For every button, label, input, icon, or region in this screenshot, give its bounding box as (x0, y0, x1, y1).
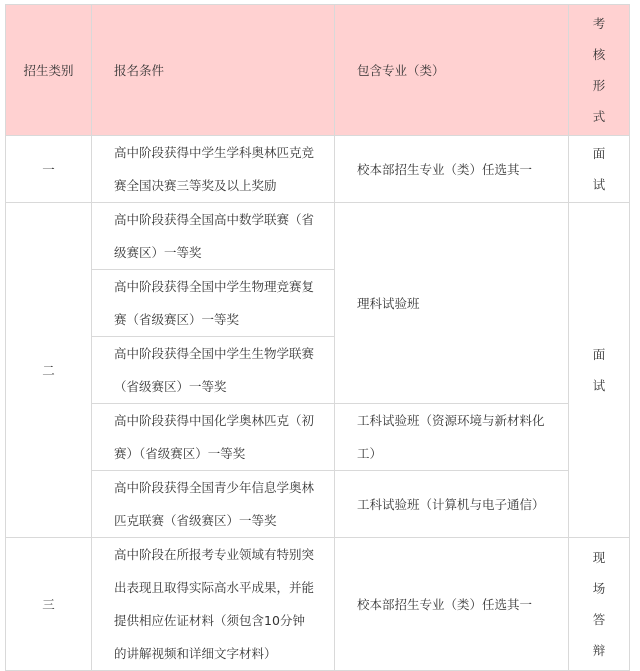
assessment-cell: 现场答辩 (569, 538, 630, 671)
header-majors: 包含专业（类） (335, 5, 569, 136)
major-cell: 校本部招生专业（类）任选其一 (335, 538, 569, 671)
table-header-row (6, 5, 630, 136)
header-category: 招生类别 (6, 5, 92, 136)
table-row (6, 136, 630, 203)
table-row (6, 404, 630, 471)
requirement-cell: 高中阶段获得全国中学生物理竞赛复赛（省级赛区）一等奖 (92, 270, 335, 337)
header-assessment: 考核形式 (569, 5, 630, 136)
major-cell: 工科试验班（资源环境与新材料化工） (335, 404, 569, 471)
assessment-cell: 面试 (569, 136, 630, 203)
requirement-cell: 高中阶段在所报考专业领域有特别突出表现且取得实际高水平成果，并能提供相应佐证材料（须包含10分钟的讲解视频和详细文字材料） (92, 538, 335, 671)
category-cell: 三 (6, 538, 92, 671)
assessment-cell: 面试 (569, 203, 630, 538)
requirement-cell: 高中阶段获得全国高中数学联赛（省级赛区）一等奖 (92, 203, 335, 270)
category-cell: 二 (6, 203, 92, 538)
table-row (6, 471, 630, 538)
table-row (6, 538, 630, 671)
admissions-table (5, 4, 630, 671)
requirement-cell: 高中阶段获得中学生学科奥林匹克竞赛全国决赛三等奖及以上奖励 (92, 136, 335, 203)
table-row (6, 203, 630, 270)
category-cell: 一 (6, 136, 92, 203)
major-cell: 理科试验班 (335, 203, 569, 404)
header-requirements: 报名条件 (92, 5, 335, 136)
requirement-cell: 高中阶段获得中国化学奥林匹克（初赛）（省级赛区）一等奖 (92, 404, 335, 471)
requirement-cell: 高中阶段获得全国中学生生物学联赛（省级赛区）一等奖 (92, 337, 335, 404)
major-cell: 校本部招生专业（类）任选其一 (335, 136, 569, 203)
major-cell: 工科试验班（计算机与电子通信） (335, 471, 569, 538)
requirement-cell: 高中阶段获得全国青少年信息学奥林匹克联赛（省级赛区）一等奖 (92, 471, 335, 538)
